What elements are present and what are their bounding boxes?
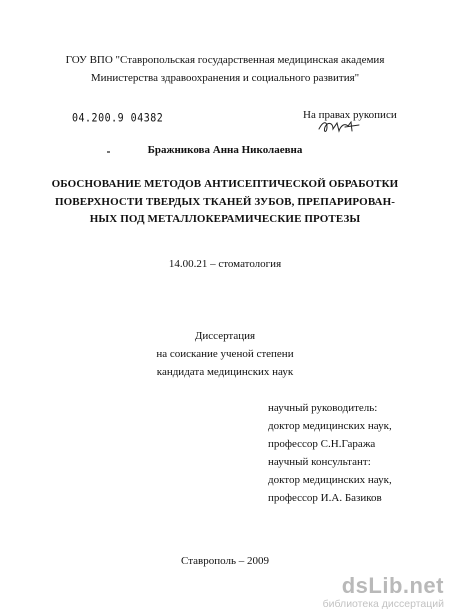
supervisor-heading: научный руководитель:	[268, 402, 378, 414]
watermark	[318, 573, 448, 613]
manuscript-rights-label: На правах рукописи	[303, 109, 397, 121]
author-signature	[315, 117, 361, 137]
registration-number: 04.200.9 04382	[72, 112, 164, 125]
institution-line-2: Министерства здравоохранения и социального развития"	[90, 72, 360, 84]
consultant-name: профессор И.А. Базиков	[268, 492, 382, 504]
supervisor-name: профессор С.Н.Гаража	[268, 438, 376, 450]
institution-line-1: ГОУ ВПО "Ставропольская государственная медицинская академия	[65, 54, 385, 66]
watermark-subtitle: библиотека диссертаций	[322, 598, 444, 610]
consultant-heading: научный консультант:	[268, 456, 371, 468]
dissertation-label: Диссертация	[194, 330, 256, 342]
thesis-title-line-2: ПОВЕРХНОСТИ ТВЕРДЫХ ТКАНЕЙ ЗУБОВ, ПРЕПАРИРОВАН-	[54, 196, 396, 208]
city-year: Ставрополь – 2009	[181, 555, 269, 567]
degree-line-1: на соискание ученой степени	[156, 348, 294, 360]
thesis-title-line-1: ОБОСНОВАНИЕ МЕТОДОВ АНТИСЕПТИЧЕСКОЙ ОБРАБОТКИ	[51, 178, 399, 190]
consultant-degree: доктор медицинских наук,	[268, 474, 392, 486]
thesis-title-line-3: НЫХ ПОД МЕТАЛЛОКЕРАМИЧЕСКИЕ ПРОТЕЗЫ	[89, 213, 361, 225]
author-name: Бражникова Анна Николаевна	[147, 144, 303, 156]
supervisor-degree: доктор медицинских наук,	[268, 420, 392, 432]
watermark-logo: dsLib.net	[341, 573, 444, 598]
specialty-code: 14.00.21 – стоматология	[168, 258, 282, 270]
degree-line-2: кандидата медицинских наук	[156, 366, 294, 378]
